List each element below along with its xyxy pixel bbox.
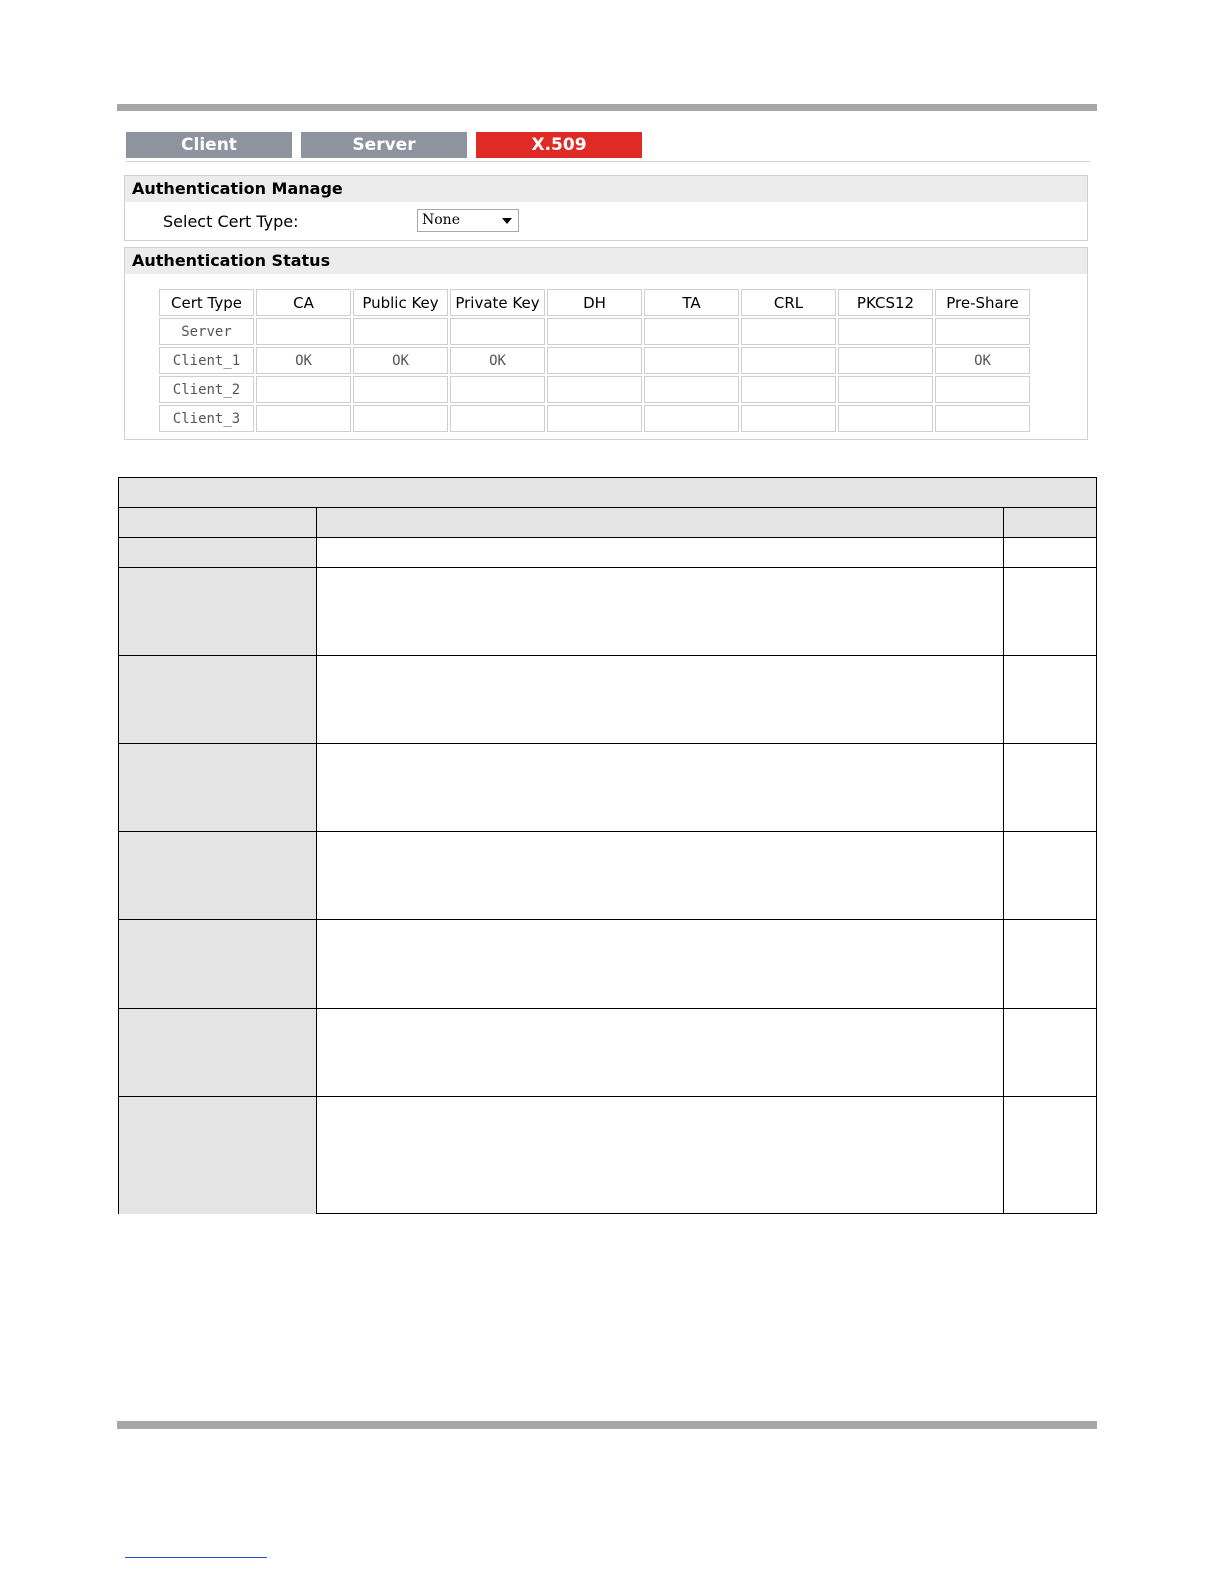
cell	[450, 376, 545, 403]
cell	[741, 376, 836, 403]
parameter-table	[118, 477, 1097, 1214]
cell	[119, 538, 317, 567]
cell	[317, 568, 1004, 655]
cell	[1004, 656, 1096, 743]
cell	[119, 568, 317, 655]
cell: Client_2	[159, 376, 254, 403]
cell	[935, 405, 1030, 432]
cell	[838, 318, 933, 345]
cell	[1004, 1009, 1096, 1096]
table-row	[159, 318, 1030, 345]
header-cell	[317, 508, 1004, 537]
cell	[1004, 568, 1096, 655]
cell	[119, 832, 317, 919]
authentication-manage-title: Authentication Manage	[125, 176, 1087, 202]
header-cell	[1004, 508, 1096, 537]
cell	[353, 376, 448, 403]
cell	[119, 920, 317, 1008]
cell	[1004, 744, 1096, 831]
table-row	[159, 376, 1030, 403]
cell: OK	[256, 347, 351, 374]
cell	[450, 318, 545, 345]
cell	[1004, 1097, 1096, 1214]
authentication-status-title: Authentication Status	[125, 248, 1087, 274]
authentication-manage-panel	[124, 175, 1088, 241]
tab-server[interactable]: Server	[301, 132, 467, 158]
top-rule	[117, 104, 1097, 111]
tab-underline	[126, 161, 1090, 162]
cell	[256, 405, 351, 432]
cert-type-select[interactable]	[417, 209, 519, 232]
cell	[838, 347, 933, 374]
cell	[838, 405, 933, 432]
tab-client[interactable]: Client	[126, 132, 292, 158]
cert-type-value: None	[422, 212, 460, 228]
cell: Client_3	[159, 405, 254, 432]
cell	[741, 318, 836, 345]
table-row	[119, 743, 1096, 831]
table-row	[119, 919, 1096, 1008]
cell: OK	[450, 347, 545, 374]
col-crl: CRL	[741, 289, 836, 316]
table-row	[119, 567, 1096, 655]
cell	[317, 832, 1004, 919]
cell: OK	[353, 347, 448, 374]
cell	[317, 656, 1004, 743]
cell	[644, 405, 739, 432]
col-cert-type: Cert Type	[159, 289, 254, 316]
col-public-key: Public Key	[353, 289, 448, 316]
tab-x509[interactable]: X.509	[476, 132, 642, 158]
authentication-status-panel	[124, 247, 1088, 440]
col-private-key: Private Key	[450, 289, 545, 316]
cell	[1004, 538, 1096, 567]
cell	[644, 347, 739, 374]
table-row	[119, 1096, 1096, 1214]
table-row	[119, 537, 1096, 567]
cell: Server	[159, 318, 254, 345]
cell	[547, 376, 642, 403]
cell	[353, 318, 448, 345]
bottom-rule	[117, 1421, 1097, 1429]
cell	[547, 405, 642, 432]
table-row	[119, 831, 1096, 919]
cell	[450, 405, 545, 432]
cell	[644, 376, 739, 403]
cell	[256, 376, 351, 403]
cell	[317, 1009, 1004, 1096]
cell	[119, 744, 317, 831]
table-row	[159, 347, 1030, 374]
cell: Client_1	[159, 347, 254, 374]
parameter-table-header-row	[119, 507, 1096, 537]
parameter-table-title-row	[119, 478, 1096, 507]
col-dh: DH	[547, 289, 642, 316]
cell	[1004, 832, 1096, 919]
cell	[644, 318, 739, 345]
select-cert-type-label: Select Cert Type:	[163, 212, 299, 231]
table-row	[119, 655, 1096, 743]
table-header-row	[159, 289, 1030, 316]
cell	[119, 1097, 317, 1214]
cell	[317, 538, 1004, 567]
cell	[317, 744, 1004, 831]
table-row	[159, 405, 1030, 432]
footer-link-underline[interactable]	[125, 1557, 267, 1558]
authentication-status-table	[157, 287, 1032, 434]
cell	[935, 318, 1030, 345]
cell	[741, 347, 836, 374]
cell	[317, 1097, 1004, 1214]
cell	[838, 376, 933, 403]
cell: OK	[935, 347, 1030, 374]
cell	[353, 405, 448, 432]
table-row	[119, 1008, 1096, 1096]
cell	[1004, 920, 1096, 1008]
cell	[547, 347, 642, 374]
cell	[119, 1009, 317, 1096]
cell	[547, 318, 642, 345]
col-pre-share: Pre-Share	[935, 289, 1030, 316]
cell	[935, 376, 1030, 403]
cell	[256, 318, 351, 345]
chevron-down-icon	[502, 218, 512, 224]
col-ta: TA	[644, 289, 739, 316]
cell	[741, 405, 836, 432]
header-cell	[119, 508, 317, 537]
cell	[317, 920, 1004, 1008]
cell	[119, 656, 317, 743]
col-ca: CA	[256, 289, 351, 316]
col-pkcs12: PKCS12	[838, 289, 933, 316]
